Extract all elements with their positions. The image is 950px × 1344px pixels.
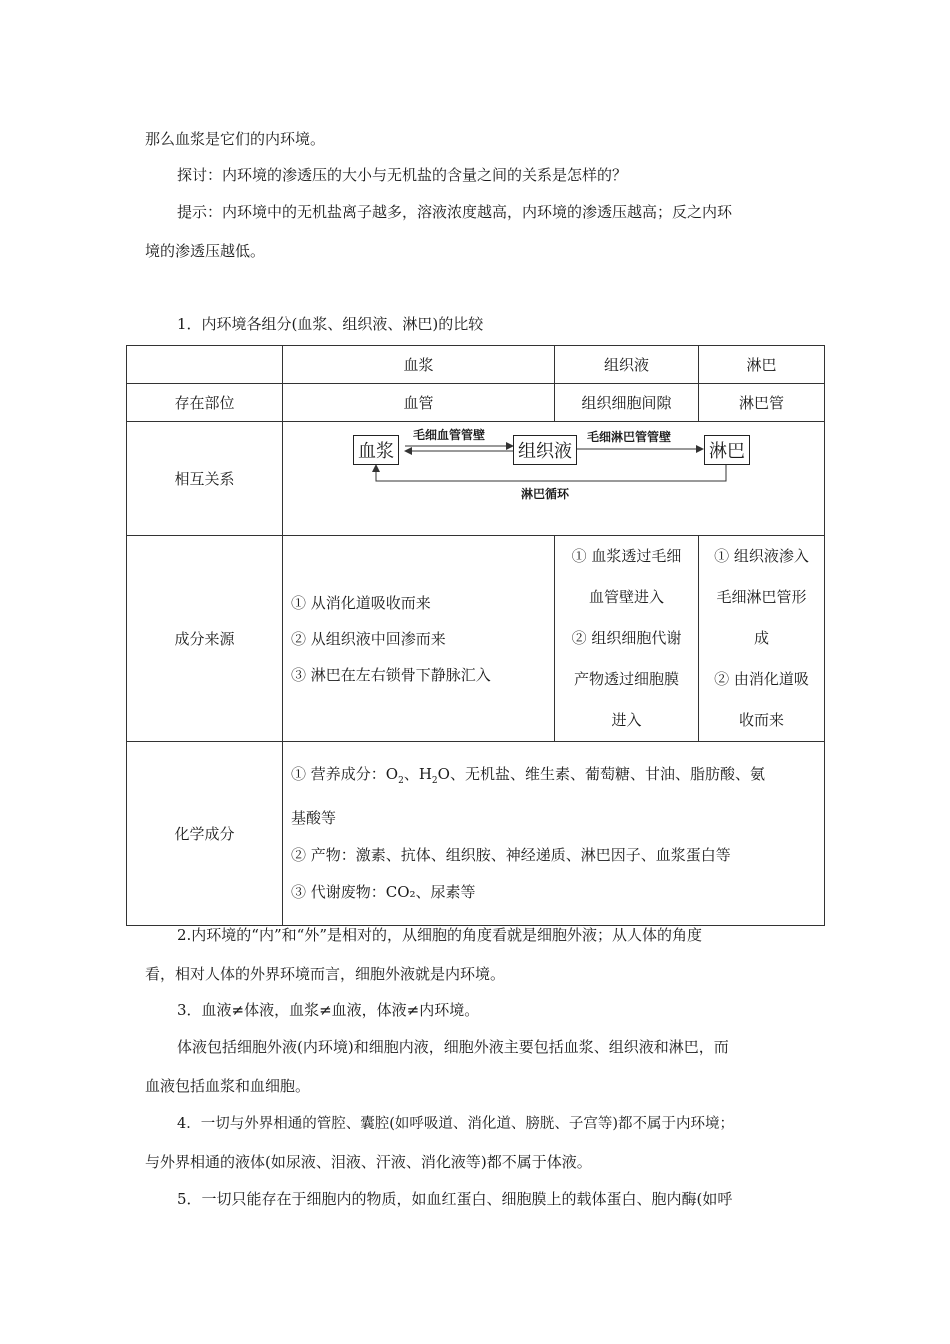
source-plasma-item: ① 从消化道吸收而来: [291, 593, 431, 612]
chem-text: 、H: [403, 765, 432, 783]
table-title: 1．内环境各组分(血浆、组织液、淋巴)的比较: [177, 315, 484, 333]
chemistry-products: ② 产物：激素、抗体、组织胺、神经递质、淋巴因子、血浆蛋白等: [291, 846, 731, 864]
diagram-lymph-box: 淋巴: [704, 435, 750, 465]
intro-line: 那么血浆是它们的内环境。: [145, 130, 326, 148]
source-tissue-line: 产物透过细胞膜: [573, 670, 679, 688]
source-plasma: [283, 536, 555, 742]
chem-subscript: 2: [431, 776, 438, 786]
hint-line-2: 境的渗透压越低。: [145, 242, 266, 260]
source-lymph-line: ② 由消化道吸: [714, 670, 809, 688]
discussion-question: 探讨：内环境的渗透压的大小与无机盐的含量之间的关系是怎样的？: [177, 166, 628, 184]
source-lymph-line: ① 组织液渗入: [714, 547, 809, 565]
row-label-chemistry: 化学成分: [127, 742, 283, 926]
header-lymph: 淋巴: [699, 346, 825, 384]
diagram-label-capillary-wall: 毛细血管管壁: [413, 427, 486, 442]
source-lymph-line: 成: [753, 629, 769, 647]
source-tissue-line: ① 血浆透过毛细: [571, 547, 682, 565]
source-tissue-line: ② 组织细胞代谢: [571, 629, 682, 647]
note-3-line-2: 血液包括血浆和血细胞。: [145, 1077, 311, 1095]
chemistry-nutrients: [291, 756, 818, 800]
note-2-line-1: 2.内环境的“内”和“外”是相对的，从细胞的角度看就是细胞外液；从人体的角度: [177, 926, 702, 944]
note-3-line-1: 体液包括细胞外液(内环境)和细胞内液，细胞外液主要包括血浆、组织液和淋巴，而: [177, 1038, 729, 1056]
source-plasma-item: ③ 淋巴在左右锁骨下静脉汇入: [291, 665, 491, 684]
table-row-chemistry: [127, 742, 825, 926]
header-empty: [127, 346, 283, 384]
table-row-location: [127, 384, 825, 422]
note-4-line-1: 4．一切与外界相通的管腔、囊腔(如呼吸道、消化道、膀胱、子宫等)都不属于内环境；: [177, 1116, 735, 1132]
row-label-location: 存在部位: [127, 384, 283, 422]
diagram-label-lymph-circulation: 淋巴循环: [521, 486, 570, 501]
row-label-relation: 相互关系: [127, 422, 283, 536]
table-header-row: [127, 346, 825, 384]
relation-diagram-cell: [283, 422, 825, 536]
header-tissue-fluid: 组织液: [555, 346, 699, 384]
source-tissue-line: 血管壁进入: [588, 588, 664, 606]
note-2-line-2: 看，相对人体的外界环境而言，细胞外液就是内环境。: [145, 965, 506, 983]
row-label-source: 成分来源: [127, 536, 283, 742]
note-3: 3．血液≠体液，血浆≠血液，体液≠内环境。: [177, 1001, 480, 1019]
diagram-plasma-box: 血浆: [353, 435, 399, 465]
note-5: 5．一切只能存在于细胞内的物质，如血红蛋白、细胞膜上的载体蛋白、胞内酶(如呼: [177, 1190, 733, 1208]
source-lymph: [699, 536, 825, 742]
chemistry-waste: ③ 代谢废物：CO₂、尿素等: [291, 883, 476, 901]
location-plasma: 血管: [283, 384, 555, 422]
location-tissue-fluid: 组织细胞间隙: [555, 384, 699, 422]
diagram-label-lymph-capillary-wall: 毛细淋巴管管壁: [587, 429, 672, 444]
source-lymph-line: 收而来: [738, 711, 784, 729]
source-lymph-line: 毛细淋巴管形: [716, 588, 807, 606]
chem-text: ① 营养成分：O: [291, 765, 399, 783]
relation-diagram: [283, 423, 824, 535]
hint-line-1: 提示：内环境中的无机盐离子越多，溶液浓度越高，内环境的渗透压越高；反之内环: [177, 203, 733, 221]
header-plasma: 血浆: [283, 346, 555, 384]
note-4-line-2: 与外界相通的液体(如尿液、泪液、汗液、消化液等)都不属于体液。: [145, 1153, 592, 1171]
diagram-tissue-fluid-box: 组织液: [513, 435, 577, 465]
table-row-relation: [127, 422, 825, 536]
chem-subscript: 2: [398, 776, 404, 786]
chem-text: O、无机盐、维生素、葡萄糖、甘油、脂肪酸、氨: [437, 765, 765, 783]
chemistry-content: [283, 742, 825, 926]
table-row-source: [127, 536, 825, 742]
chemistry-nutrients-cont: 基酸等: [291, 809, 337, 827]
source-plasma-item: ② 从组织液中回渗而来: [291, 629, 446, 648]
source-tissue-fluid: [555, 536, 699, 742]
source-tissue-line: 进入: [611, 711, 642, 729]
comparison-table: [126, 345, 825, 926]
location-lymph: 淋巴管: [699, 384, 825, 422]
